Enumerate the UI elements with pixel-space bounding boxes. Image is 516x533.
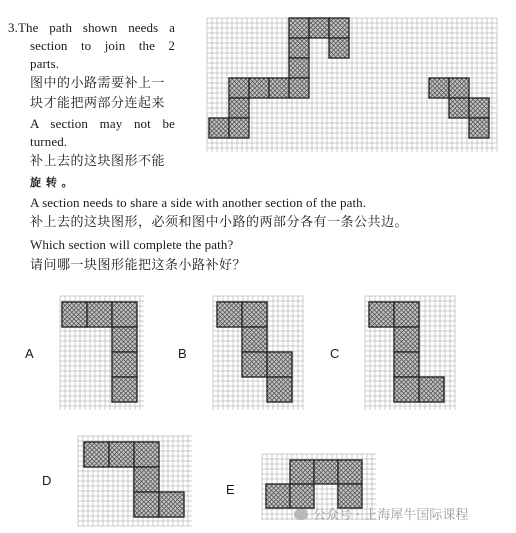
- path-tile: [112, 352, 137, 377]
- path-tile: [267, 377, 292, 402]
- question-cn-line-2: 块才能把两部分连起来: [30, 96, 166, 111]
- path-tile: [209, 118, 229, 138]
- option-a-label[interactable]: A: [25, 346, 34, 361]
- option-b-label[interactable]: B: [178, 346, 187, 361]
- option-e-label[interactable]: E: [226, 482, 235, 497]
- path-tile: [266, 484, 290, 508]
- path-tile: [84, 442, 109, 467]
- path-tile: [159, 492, 184, 517]
- question-line-5: turned.: [30, 134, 68, 149]
- path-tile: [394, 302, 419, 327]
- question-cn-line-3: 补上去的这块图形不能: [30, 154, 166, 169]
- path-tile: [112, 302, 137, 327]
- rule-chinese: 补上去的这块图形，必须和图中小路的两部分各有一条公共边。: [30, 215, 409, 230]
- path-tile: [112, 377, 137, 402]
- path-tile: [289, 78, 309, 98]
- path-tile: [338, 460, 362, 484]
- watermark: [294, 504, 468, 523]
- path-tile: [289, 18, 309, 38]
- path-tile: [229, 98, 249, 118]
- path-tile: [469, 118, 489, 138]
- path-tile: [62, 302, 87, 327]
- ask-chinese: 请问哪一块图形能把这条小路补好？: [30, 258, 247, 273]
- option-c-grid[interactable]: [361, 292, 457, 412]
- path-tile: [369, 302, 394, 327]
- path-tile: [449, 78, 469, 98]
- path-tile: [109, 442, 134, 467]
- path-tile: [269, 78, 289, 98]
- path-tile: [249, 78, 269, 98]
- option-b-grid[interactable]: [209, 292, 305, 412]
- question-number-line: 3.The path shown needs a: [8, 20, 175, 35]
- question-cn-line-4: 旋 转 。: [30, 176, 74, 189]
- option-c-label[interactable]: C: [330, 346, 340, 361]
- path-tile: [112, 327, 137, 352]
- question-line-2: section to join the 2: [30, 38, 175, 53]
- option-a-grid[interactable]: [56, 292, 146, 412]
- path-tile: [469, 98, 489, 118]
- option-d-grid[interactable]: [74, 432, 194, 528]
- option-d-label[interactable]: D: [42, 473, 52, 488]
- path-tile: [394, 352, 419, 377]
- path-tile: [289, 38, 309, 58]
- ask-english: Which section will complete the path?: [30, 237, 234, 252]
- path-tile: [242, 327, 267, 352]
- path-tile: [309, 18, 329, 38]
- question-line-4: A section may not be: [30, 116, 175, 131]
- path-tile: [290, 460, 314, 484]
- path-tile: [87, 302, 112, 327]
- question-line-3: parts.: [30, 56, 60, 71]
- path-tile: [242, 352, 267, 377]
- path-tile: [449, 98, 469, 118]
- path-tile: [242, 302, 267, 327]
- path-tile: [329, 18, 349, 38]
- path-tile: [134, 492, 159, 517]
- path-tile: [217, 302, 242, 327]
- path-tile: [394, 327, 419, 352]
- path-tile: [134, 442, 159, 467]
- question-cn-line-1: 图中的小路需要补上一: [30, 76, 166, 91]
- path-tile: [134, 467, 159, 492]
- path-tile: [289, 58, 309, 78]
- path-tile: [229, 78, 249, 98]
- path-tile: [429, 78, 449, 98]
- wechat-icon: [294, 509, 308, 520]
- watermark-text: 公众号 · 上海犀牛国际课程: [313, 508, 469, 523]
- path-tile: [229, 118, 249, 138]
- path-tile: [419, 377, 444, 402]
- path-tile: [394, 377, 419, 402]
- path-tile: [267, 352, 292, 377]
- path-tile: [329, 38, 349, 58]
- path-tile: [314, 460, 338, 484]
- path-puzzle-grid: [203, 14, 499, 154]
- rule-english: A section needs to share a side with another section of the path.: [30, 195, 367, 210]
